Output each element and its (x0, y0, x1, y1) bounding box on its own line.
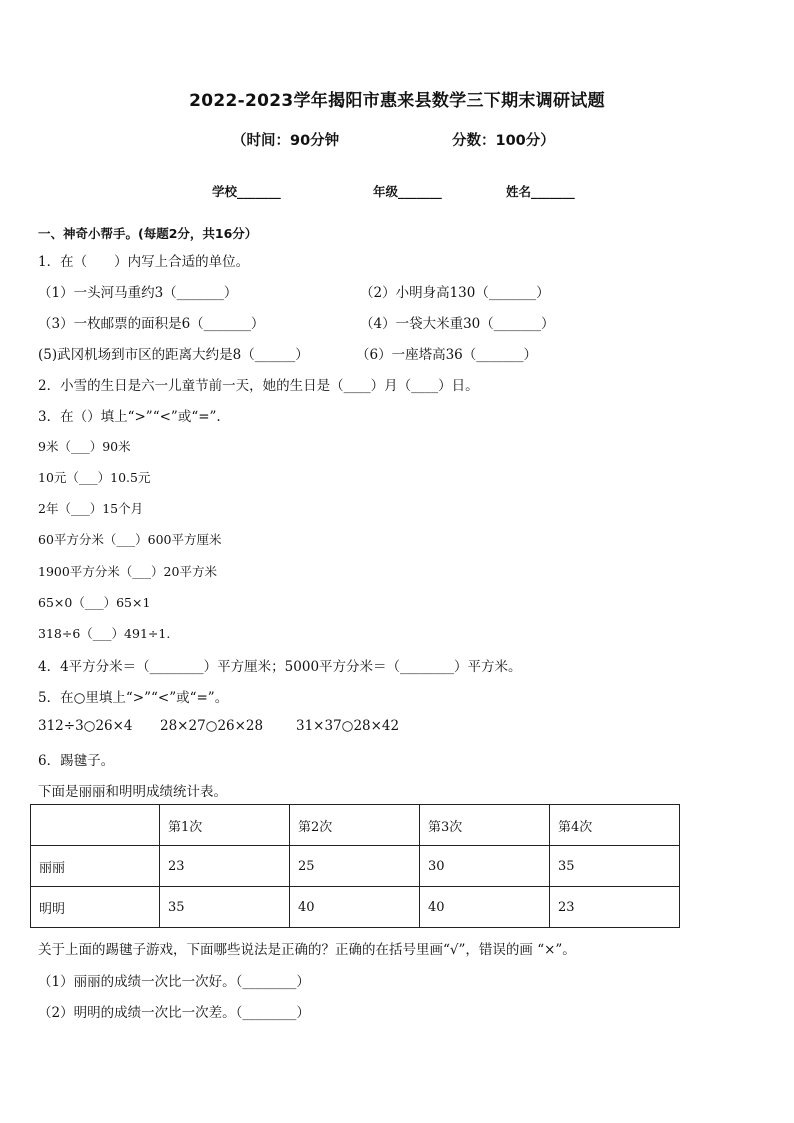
table-cell: 30 (420, 846, 550, 887)
table-header-cell: 第1次 (160, 805, 290, 846)
question-3-item: 318÷6（___）491÷1. (38, 626, 171, 641)
table-cell: 35 (160, 887, 290, 928)
question-6-item: （2）明明的成绩一次比一次差。（________） (38, 1005, 310, 1021)
question-5-item: 312÷3○26×4 (38, 718, 133, 734)
question-3-item: 65×0（___）65×1 (38, 595, 151, 610)
question-3-item: 10元（___）10.5元 (38, 470, 151, 485)
question-2-stem: 2．小雪的生日是六一儿童节前一天，她的生日是（____）月（____）日。 (38, 378, 479, 394)
name-field: 姓名_______ (506, 184, 575, 199)
section-heading: 一、神奇小帮手。(每题2分，共16分） (38, 226, 258, 241)
question-5-stem: 5．在○里填上“>”“<”或“=”。 (38, 690, 229, 706)
table-row (31, 846, 680, 887)
table-header-row (31, 805, 680, 846)
question-3-item: 9米（___）90米 (38, 439, 131, 454)
table-cell: 40 (420, 887, 550, 928)
question-5-item: 28×27○26×28 (160, 718, 264, 734)
question-6-prompt: 关于上面的踢毽子游戏，下面哪些说法是正确的？正确的在括号里画“√”，错误的画 “×”。 (38, 942, 576, 958)
table-cell: 25 (290, 846, 420, 887)
table-cell: 23 (160, 846, 290, 887)
school-field: 学校_______ (212, 184, 281, 199)
question-1-item: （6）一座塔高36（_______） (356, 347, 538, 363)
exam-time: （时间：90分钟 (232, 133, 340, 149)
question-3-item: 2年（___）15个月 (38, 501, 144, 516)
table-header-cell: 第3次 (420, 805, 550, 846)
question-6-intro: 下面是丽丽和明明成绩统计表。 (38, 784, 227, 800)
question-3-item: 1900平方分米（___）20平方米 (38, 564, 217, 579)
table-header-cell (31, 805, 160, 846)
score-table (30, 804, 680, 928)
table-cell: 40 (290, 887, 420, 928)
table-cell: 明明 (31, 887, 160, 928)
question-1-stem: 1．在（ ）内写上合适的单位。 (38, 254, 250, 270)
table-cell: 丽丽 (31, 846, 160, 887)
table-header-cell: 第4次 (550, 805, 680, 846)
exam-score: 分数：100分） (452, 133, 555, 149)
table-cell: 35 (550, 846, 680, 887)
grade-field: 年级_______ (373, 184, 442, 199)
question-1-item: （1）一头河马重约3（_______） (38, 285, 238, 301)
question-5-item: 31×37○28×42 (296, 718, 400, 734)
question-1-item: （3）一枚邮票的面积是6（_______） (38, 316, 265, 332)
question-6-stem: 6．踢毽子。 (38, 753, 115, 769)
question-3-item: 60平方分米（___）600平方厘米 (38, 532, 222, 547)
table-header-cell: 第2次 (290, 805, 420, 846)
question-1-item: （4）一袋大米重30（_______） (360, 316, 555, 332)
table-cell: 23 (550, 887, 680, 928)
question-3-stem: 3．在（）填上“>”“<”或“=”. (38, 409, 221, 425)
question-4-stem: 4．4平方分米＝（________）平方厘米；5000平方分米＝（________）平方米。 (38, 659, 522, 675)
page-title: 2022-2023学年揭阳市惠来县数学三下期末调研试题 (189, 91, 605, 111)
question-1-item: （2）小明身高130（_______） (360, 285, 550, 301)
table-row (31, 887, 680, 928)
question-6-item: （1）丽丽的成绩一次比一次好。（________） (38, 974, 310, 990)
question-1-item: (5)武冈机场到市区的距离大约是8（______） (38, 347, 309, 363)
